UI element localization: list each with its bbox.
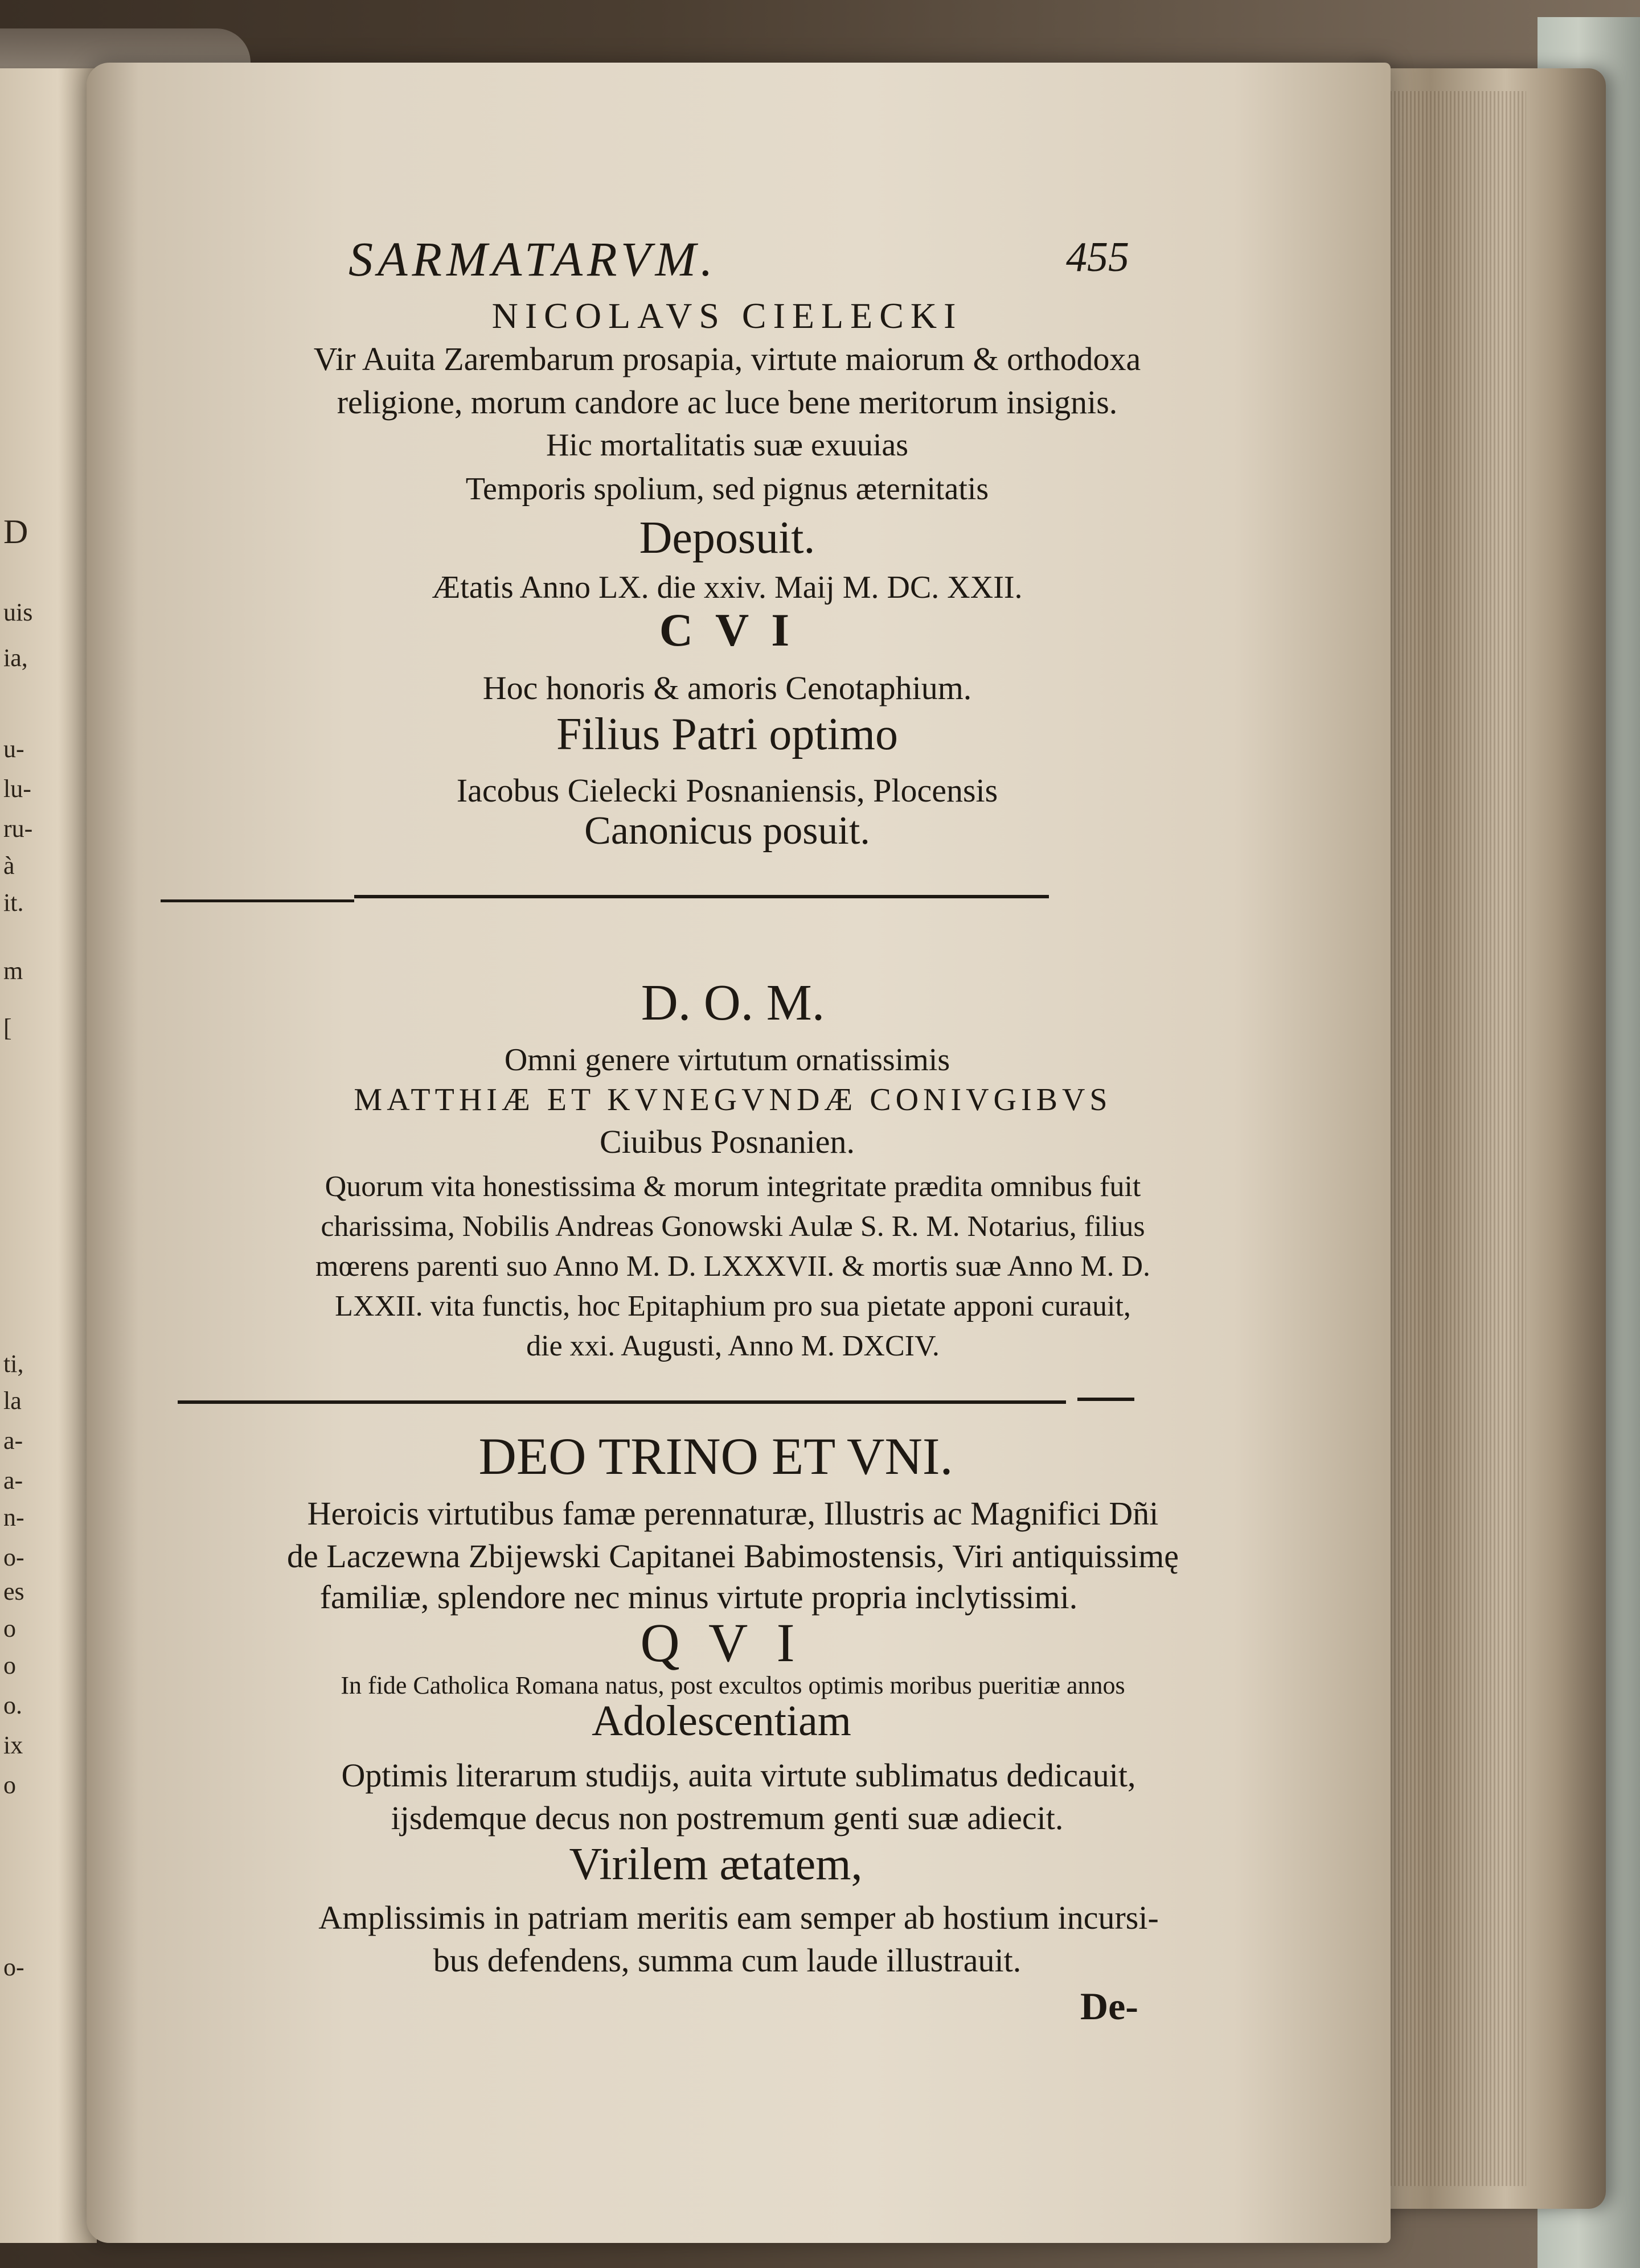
epitaph-1-date: Ætatis Anno LX. die xxiv. Maij M. DC. XXII.	[432, 570, 1023, 605]
epitaph-3-intro: de Laczewna Zbijewski Capitanei Babimostensis, Viri antiquissimę	[287, 1538, 1179, 1575]
epitaph-2-line: Omni genere virtutum ornatissimis	[504, 1042, 950, 1078]
left-fragment: ru-	[3, 815, 33, 843]
left-fragment: ix	[3, 1731, 23, 1759]
epitaph-1-cui: C V I	[659, 604, 796, 656]
left-fragment: à	[3, 852, 15, 880]
epitaph-1-iacobus: Iacobus Cielecki Posnaniensis, Plocensis	[456, 772, 998, 809]
page-number: 455	[1066, 234, 1129, 281]
left-fragment: o.	[3, 1691, 22, 1719]
epitaph-2-line: Ciuibus Posnanien.	[600, 1123, 855, 1160]
epitaph-1-canonicus: Canonicus posuit.	[584, 809, 870, 853]
epitaph-2-line: MATTHIÆ ET KVNEGVNDÆ CONIVGIBVS	[354, 1082, 1112, 1117]
epitaph-2-body: LXXII. vita functis, hoc Epitaphium pro sua pietate apponi curauit,	[335, 1290, 1131, 1322]
section-divider	[161, 899, 354, 902]
left-fragment: uis	[3, 598, 33, 626]
epitaph-1-filius: Filius Patri optimo	[556, 709, 899, 759]
left-fragment: o-	[3, 1953, 24, 1981]
left-fragment: m	[3, 957, 23, 985]
left-fragment: ti,	[3, 1350, 24, 1378]
epitaph-3-intro: Heroicis virtutibus famæ perennaturæ, Illustris ac Magnifici Dñi	[307, 1495, 1159, 1532]
running-title: SARMATARVM.	[348, 232, 718, 286]
epitaph-3-virilem: Virilem ætatem,	[569, 1839, 863, 1889]
left-fragment: a-	[3, 1427, 23, 1455]
epitaph-2-body: die xxi. Augusti, Anno M. DXCIV.	[526, 1330, 940, 1362]
left-fragment: la	[3, 1387, 22, 1415]
catchword: De-	[1080, 1984, 1138, 2028]
right-page	[87, 63, 1391, 2243]
section-divider	[178, 1400, 1066, 1404]
left-fragment: ia,	[3, 644, 28, 672]
section-divider	[354, 895, 1049, 898]
left-fragment: o	[3, 1651, 16, 1679]
epitaph-2-body: mœrens parenti suo Anno M. D. LXXXVII. & mortis suæ Anno M. D.	[315, 1250, 1151, 1283]
epitaph-3-optimis: Optimis literarum studijs, auita virtute sublimatus dedicauit,	[341, 1757, 1136, 1794]
epitaph-3-amplissimis: bus defendens, summa cum laude illustrauit.	[433, 1942, 1022, 1979]
page-edges	[1355, 68, 1606, 2209]
left-fragment: u-	[3, 735, 24, 763]
epitaph-3-intro: familiæ, splendore nec minus virtute propria inclytissimi.	[319, 1579, 1078, 1616]
epitaph-1-name: NICOLAVS CIELECKI	[491, 295, 963, 336]
epitaph-1-line: religione, morum candore ac luce bene meritorum insignis.	[337, 384, 1118, 421]
left-fragment: D	[3, 513, 28, 550]
epitaph-2-dom: D. O. M.	[641, 975, 825, 1031]
epitaph-3-adolescentiam: Adolescentiam	[592, 1697, 851, 1745]
left-fragment: it.	[3, 889, 24, 917]
epitaph-3-optimis: ijsdemque decus non postremum genti suæ adiecit.	[391, 1799, 1064, 1836]
epitaph-1-line: Hic mortalitatis suæ exuuias	[546, 428, 909, 463]
epitaph-2-body: charissima, Nobilis Andreas Gonowski Aulæ S. R. M. Notarius, filius	[321, 1210, 1145, 1243]
epitaph-1-line: Vir Auita Zarembarum prosapia, virtute maiorum & orthodoxa	[313, 340, 1141, 377]
section-divider	[1077, 1398, 1134, 1401]
epitaph-1-cenotaph: Hoc honoris & amoris Cenotaphium.	[482, 669, 972, 706]
epitaph-3-title: DEO TRINO ET VNI.	[478, 1427, 953, 1485]
epitaph-1-deposuit: Deposuit.	[639, 513, 815, 563]
epitaph-2-body: Quorum vita honestissima & morum integritate prædita omnibus fuit	[325, 1170, 1141, 1203]
epitaph-3-fide: In fide Catholica Romana natus, post excultos optimis moribus pueritiæ annos	[341, 1671, 1125, 1699]
epitaph-3-amplissimis: Amplissimis in patriam meritis eam semper ab hostium incursi-	[318, 1899, 1159, 1936]
left-fragment: o	[3, 1614, 16, 1642]
left-fragment: o-	[3, 1543, 24, 1571]
left-fragment: [	[3, 1014, 12, 1042]
epitaph-3-qui: Q V I	[640, 1612, 803, 1673]
left-fragment: lu-	[3, 775, 31, 803]
left-fragment: a-	[3, 1466, 23, 1494]
epitaph-1-line: Temporis spolium, sed pignus æternitatis	[465, 471, 989, 507]
left-fragment: o	[3, 1771, 16, 1799]
left-fragment: n-	[3, 1503, 24, 1531]
left-fragment: es	[3, 1577, 24, 1605]
